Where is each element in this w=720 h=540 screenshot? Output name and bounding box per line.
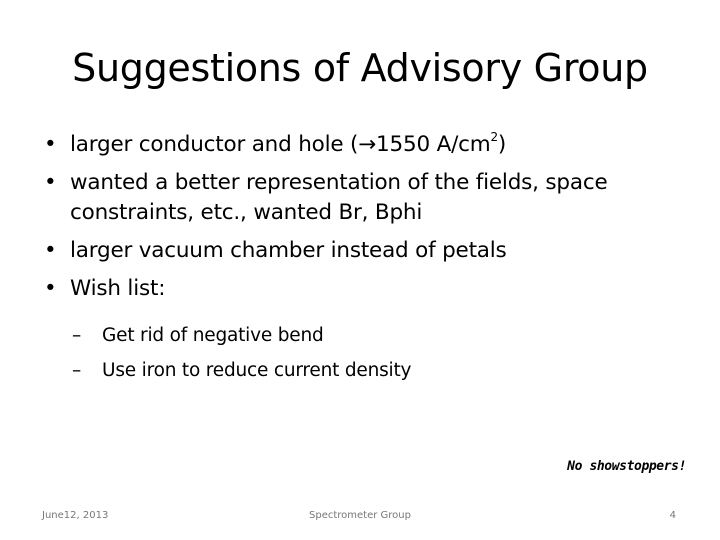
slide-title: Suggestions of Advisory Group: [72, 46, 648, 90]
bullet-text: wanted a better representation of the fields, space constraints, etc., wanted Br, Bphi: [70, 170, 608, 225]
bullet-marker: •: [44, 132, 57, 157]
bullet-marker: •: [44, 170, 57, 195]
sub-bullet-marker: –: [72, 360, 82, 381]
bullet-text: larger conductor and hole (→1550 A/cm: [70, 132, 491, 157]
bullet-item: [44, 130, 684, 160]
bullet-text-tail: ): [497, 132, 507, 157]
bullet-item: [44, 274, 684, 304]
sub-bullet-text: Use iron to reduce current density: [102, 360, 412, 381]
footer-date: June12, 2013: [42, 510, 109, 521]
sub-bullet-list: [72, 323, 672, 393]
bullet-item: [44, 168, 684, 228]
sub-bullet-marker: –: [72, 325, 82, 346]
footer-group: Spectrometer Group: [309, 510, 411, 521]
bullet-text: Wish list:: [70, 276, 166, 301]
footer-page-number: 4: [669, 510, 676, 521]
bullet-text: larger vacuum chamber instead of petals: [70, 238, 507, 263]
sub-bullet-item: [72, 358, 672, 384]
no-showstoppers-note: No showstoppers!: [567, 459, 686, 474]
bullet-marker: •: [44, 238, 57, 263]
bullet-marker: •: [44, 276, 57, 301]
bullet-item: [44, 236, 684, 266]
sub-bullet-item: [72, 323, 672, 349]
sub-bullet-text: Get rid of negative bend: [102, 325, 324, 346]
bullet-list: [44, 130, 684, 312]
superscript: 2: [490, 129, 498, 144]
